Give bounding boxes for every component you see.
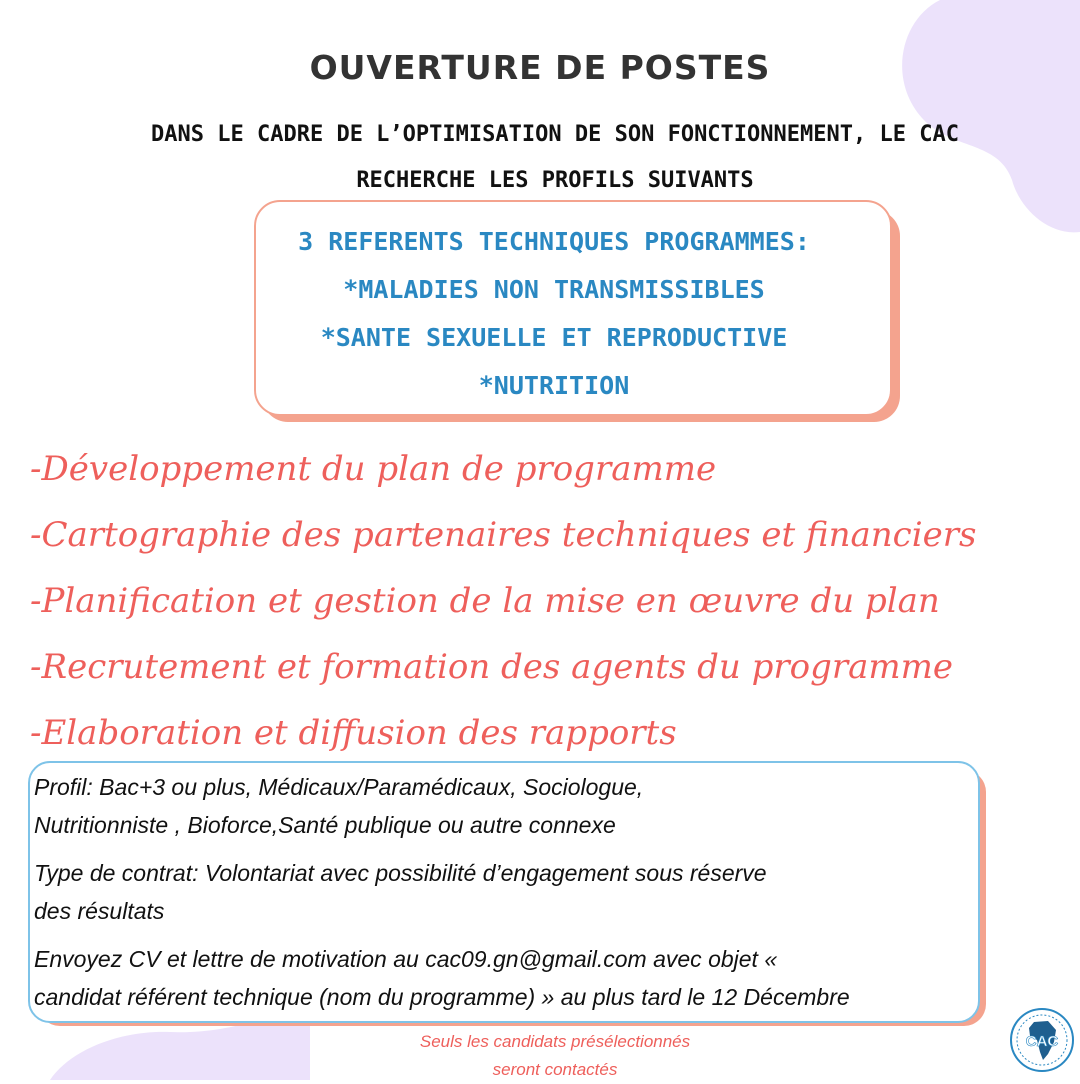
- task-item: -Développement du plan de programme: [30, 449, 717, 489]
- task-item: -Cartographie des partenaires techniques et financiers: [30, 515, 977, 555]
- intro-line: RECHERCHE LES PROFILS SUIVANTS: [356, 168, 754, 193]
- profile-line: Profil: Bac+3 ou plus, Médicaux/Paramédicaux, Sociologue,: [34, 774, 644, 800]
- intro-line: DANS LE CADRE DE L’OPTIMISATION DE SON FONCTIONNEMENT, LE CAC: [151, 122, 959, 147]
- footnote: [380, 1028, 730, 1084]
- task-list: [30, 436, 976, 766]
- contract-line: des résultats: [34, 898, 165, 924]
- positions-heading: 3 REFERENTS TECHNIQUES PROGRAMMES:: [298, 227, 810, 256]
- page-title: OUVERTURE DE POSTES: [309, 48, 771, 87]
- profile-line: Nutritionniste , Bioforce,Santé publique ou autre connexe: [34, 812, 616, 838]
- footnote-line: Seuls les candidats présélectionnés: [419, 1032, 691, 1051]
- logo-text: CAC: [1025, 1033, 1059, 1050]
- profile-requirements: [34, 768, 964, 844]
- intro-text: [90, 112, 1020, 204]
- cac-logo: [1010, 1008, 1074, 1072]
- contract-line: Type de contrat: Volontariat avec possibilité d’engagement sous réserve: [34, 860, 767, 886]
- positions-list: [254, 218, 854, 410]
- apply-line: Envoyez CV et lettre de motivation au cac09.gn@gmail.com avec objet «: [34, 946, 778, 972]
- task-item: -Elaboration et diffusion des rapports: [30, 713, 677, 753]
- position-item: *NUTRITION: [478, 371, 630, 400]
- contract-type: [34, 854, 964, 930]
- apply-line: candidat référent technique (nom du programme) » au plus tard le 12 Décembre: [34, 984, 850, 1010]
- footnote-line: seront contactés: [492, 1060, 618, 1079]
- task-item: -Planification et gestion de la mise en œuvre du plan: [30, 581, 940, 621]
- position-item: *SANTE SEXUELLE ET REPRODUCTIVE: [320, 323, 788, 352]
- application-instructions: [34, 940, 964, 1016]
- position-item: *MALADIES NON TRANSMISSIBLES: [343, 275, 765, 304]
- task-item: -Recrutement et formation des agents du programme: [30, 647, 953, 687]
